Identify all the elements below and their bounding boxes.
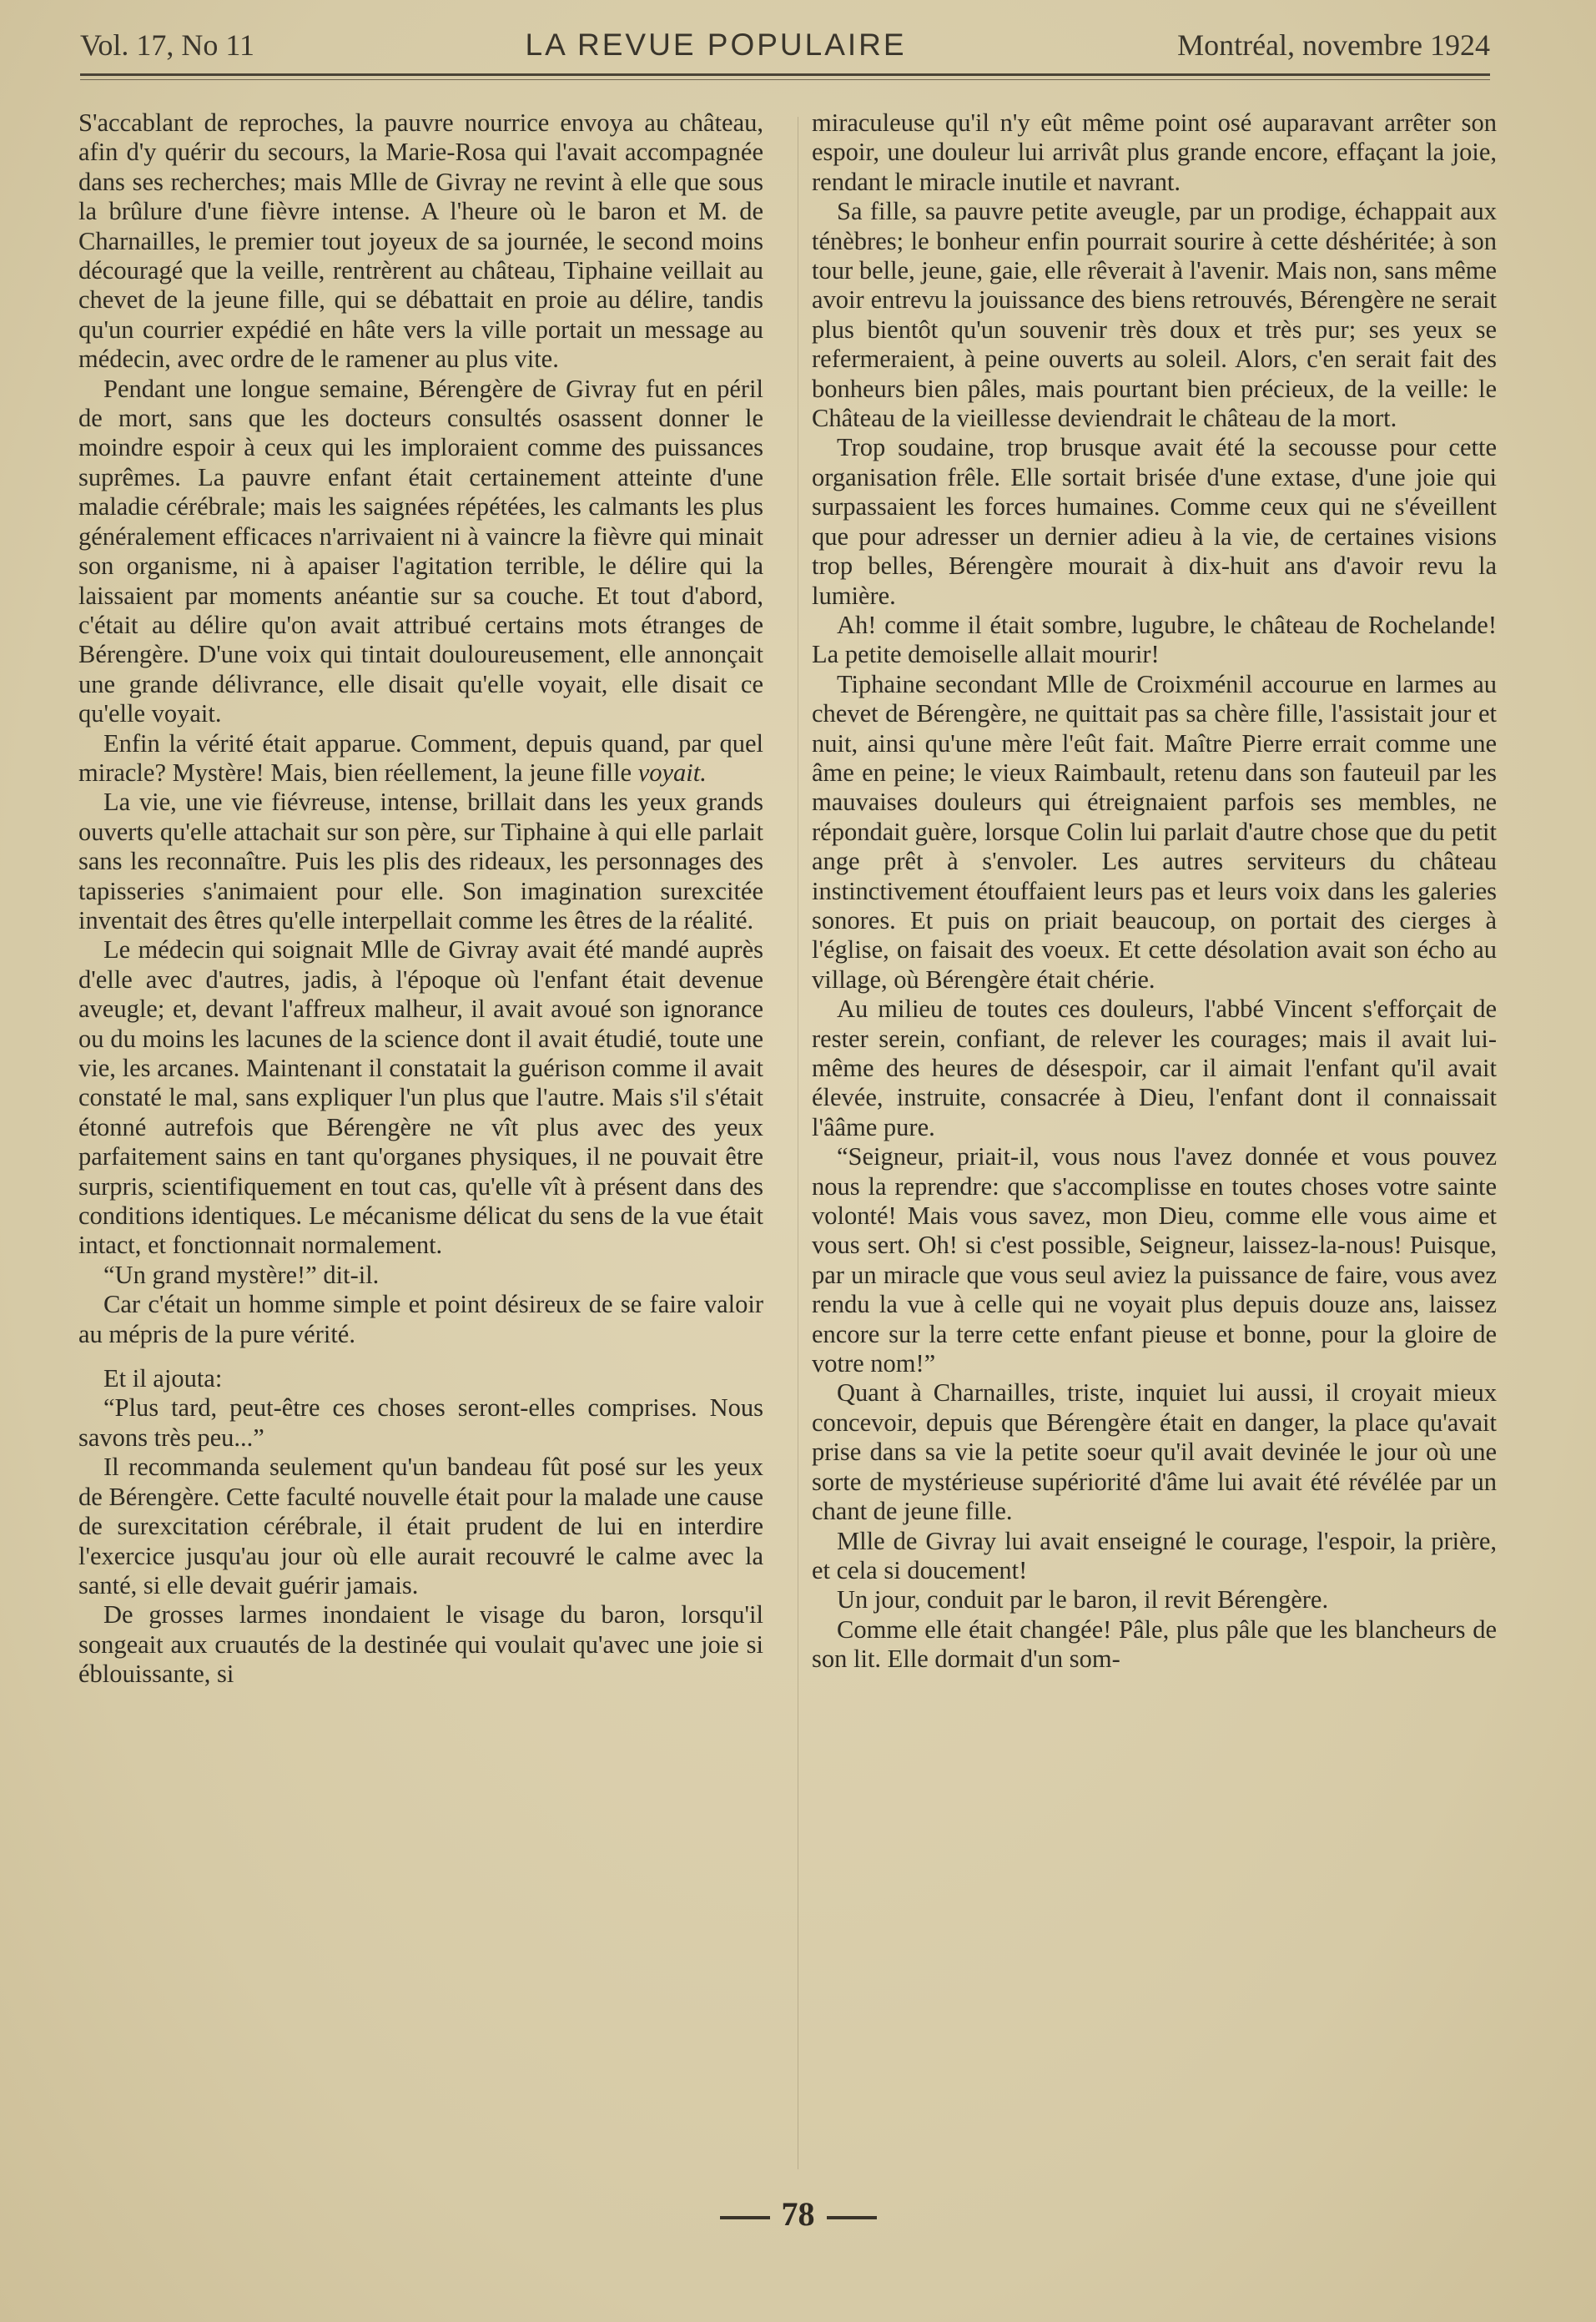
paragraph: Tiphaine secondant Mlle de Croixménil accourue en larmes au chevet de Bérengère, ne quittait pas sa chère fille, l'assistait jour et nuit, ainsi qu'une mère l'eût fait. Maître Pierre errait comme une âme en peine; le vieux Raimbault, retenu dans son fauteuil par les mauvaises douleurs qui étreignaient parfois ses membles, ne répondait guère, lorsque Colin lui parlait d'autre chose que du petit ange prêt à s'envoler. Les autres serviteurs du château instinctivement étouffaient leurs pas et leurs voix dans les galeries sonores. Et puis on priait beaucoup, on portait des cierges à l'église, on faisait des voeux. Et cette désolation avait son écho au village, où Bérengère était chérie. [812,669,1497,994]
paragraph: Ah! comme il était sombre, lugubre, le château de Rochelande! La petite demoiselle allait mourir! [812,610,1497,669]
publication-title: LA REVUE POPULAIRE [525,28,907,62]
left-column [78,108,763,2178]
paragraph: De grosses larmes inondaient le visage du baron, lorsqu'il songeait aux cruautés de la destinée qui voulait qu'avec une joie si éblouissante, si [78,1600,763,1689]
paragraph: “Un grand mystère!” dit-il. [103,1260,380,1289]
paragraph: Trop soudaine, trop brusque avait été la secousse pour cette organisation frêle. Elle sortait brisée d'une extase, d'une joie qui surpassaient les forces humaines. Comme ceux qui ne s'éveillent que pour adresser un dernier adieu à la vie, de certaines visions trop belles, Bérengère mourait à dix-huit ans d'avoir revu la lumière. [812,433,1497,610]
paragraph: Quant à Charnailles, triste, inquiet lui aussi, il croyait mieux concevoir, depuis que Bérengère était en danger, la place qu'avait prise dans sa vie la petite soeur qu'il avait devinée le jour où une sorte de mystérieuse supériorité d'âme lui avait été révélée par un chant de jeune fille. [812,1378,1497,1526]
paragraph: Et il ajouta: [103,1364,223,1393]
paragraph: La vie, une vie fiévreuse, intense, brillait dans les yeux grands ouverts qu'elle attachait sur son père, sur Tiphaine à qui elle parlait sans les reconnaître. Puis les plis des rideaux, les personnages des tapisseries s'animaient pour elle. Son imagination surexcitée inventait des êtres qu'elle interpellait comme les êtres de la réalité. [78,788,763,934]
paragraph: “Plus tard, peut-être ces choses seront-elles comprises. Nous savons très peu...” [78,1393,763,1452]
paragraph: “Seigneur, priait-il, vous nous l'avez donnée et vous pouvez nous la reprendre: que s'accomplisse en toutes choses votre sainte volonté! Mais vous savez, mon Dieu, comme elle vous aime et vous sert. Oh! si c'est possible, Seigneur, laissez-la-nous! Puisque, par un miracle que vous seul aviez la puissance de faire, vous avez rendu la vue à celle qui ne voyait plus depuis douze ans, laissez encore sur la terre cette enfant pieuse et bonne, pour la gloire de votre nom!” [812,1142,1497,1378]
header-rule [80,73,1490,76]
paragraph: Le médecin qui soignait Mlle de Givray avait été mandé auprès d'elle avec d'autres, jadis, à l'époque où l'enfant était devenue aveugle; et, devant l'affreux malheur, il avait avoué son ignorance ou du moins les lacunes de la science dont il avait étudié, toute une vie, les arcanes. Maintenant il constatait la guérison comme il avait constaté le mal, sans expliquer l'un plus que l'autre. Mais s'il s'était étonné autrefois que Bérengère ne vît plus avec des yeux parfaitement sains en tant qu'organes physiques, il ne pouvait être surpris, scientifiquement en tout cas, qu'elle vît à présent dans des conditions identiques. Le mécanisme délicat du sens de la vue était intact, et fonctionnait normalement. [78,935,763,1260]
italic-word: voyait. [637,758,707,787]
paragraph: Comme elle était changée! Pâle, plus pâle que les blancheurs de son lit. Elle dormait d'un som- [812,1614,1497,1674]
volume-number: Vol. 17, No 11 [80,28,255,62]
paragraph-text: Enfin la vérité était apparue. Comment, depuis quand, par quel miracle? Mystère! Mais, bien réellement, la jeune fille [78,728,763,787]
header-rule-thin [80,79,1490,80]
paragraph: Mlle de Givray lui avait enseigné le courage, l'espoir, la prière, et cela si doucement! [812,1526,1497,1584]
page-footer [0,2194,1596,2234]
paragraph [78,729,763,788]
dateline: Montréal, novembre 1924 [1177,28,1490,62]
paragraph: Sa fille, sa pauvre petite aveugle, par un prodige, échappait aux ténèbres; le bonheur enfin pourrait sourire à cette déshéritée; à son tour belle, jeune, gaie, elle rêverait à l'avenir. Mais non, sans même avoir entrevu la jouissance des biens retrouvés, Bérengère ne serait plus bientôt qu'un souvenir très doux et très pur; ses yeux se refermeraient, à peine ouverts au soleil. Alors, c'en serait fait des bonheurs bien pâles, mais pourtant bien précieux, de la veille: le Château de la vieillesse deviendrait le château de la mort. [812,197,1497,433]
right-column [812,108,1497,2178]
article-body [78,108,1497,2178]
paragraph: Il recommanda seulement qu'un bandeau fût posé sur les yeux de Bérengère. Cette faculté nouvelle était pour la malade une cause de surexcitation cérébrale, il était prudent de lui en interdire l'exercice jusqu'au jour où elle aurait recouvré le calme avec la santé, si elle devait guérir jamais. [78,1453,763,1599]
paragraph: S'accablant de reproches, la pauvre nourrice envoya au château, afin d'y quérir du secours, la Marie-Rosa qui l'avait accompagnée dans ses recherches; mais Mlle de Givray ne revint à elle que sous la brûlure d'une fièvre intense. A l'heure où le baron et M. de Charnailles, le premier tout joyeux de sa journée, le second moins découragé que la veille, rentrèrent au château, Tiphaine veillait au chevet de la jeune fille, qui se débattait en proie au délire, tandis qu'un courrier expédié en hâte vers la ville portait un message au médecin, avec ordre de le ramener au plus vite. [78,108,763,374]
paragraph: Un jour, conduit par le baron, il revit Bérengère. [837,1585,1329,1614]
running-header [80,18,1490,72]
folio-ornament-right [827,2216,877,2219]
paragraph: miraculeuse qu'il n'y eût même point osé auparavant arrêter son espoir, une douleur lui arrivât plus grande encore, effaçant la joie, rendant le miracle inutile et navrant. [812,108,1497,196]
folio-ornament-left [720,2216,770,2219]
paragraph: Car c'était un homme simple et point désireux de se faire valoir au mépris de la pure vérité. [78,1290,763,1348]
paragraph: Pendant une longue semaine, Bérengère de Givray fut en péril de mort, sans que les docteurs consultés osassent donner le moindre espoir à ceux qui les imploraient comme des puissances suprêmes. La pauvre enfant était certainement atteinte d'une maladie cérébrale; mais les saignées répétées, les calmants les plus généralement efficaces n'arrivaient ni à vaincre la fièvre qui minait son organisme, ni à apaiser l'agitation terrible, le délire qui la laissaient par moments anéantie sur sa couche. Et tout d'abord, c'était au délire qu'on avait attribué certains mots étranges de Bérengère. D'une voix qui tintait douloureusement, elle annonçait une grande délivrance, elle disait qu'elle voyait, elle disait ce qu'elle voyait. [78,374,763,728]
page-number: 78 [781,2195,815,2233]
paragraph: Au milieu de toutes ces douleurs, l'abbé Vincent s'efforçait de rester serein, confiant, de relever les courages; mais il avait lui-même des heures de désespoir, car il aimait l'enfant qu'il avait élevée, instruite, consacrée à Dieu, l'enfant dont il connaissait l'ââme pure. [812,995,1497,1141]
